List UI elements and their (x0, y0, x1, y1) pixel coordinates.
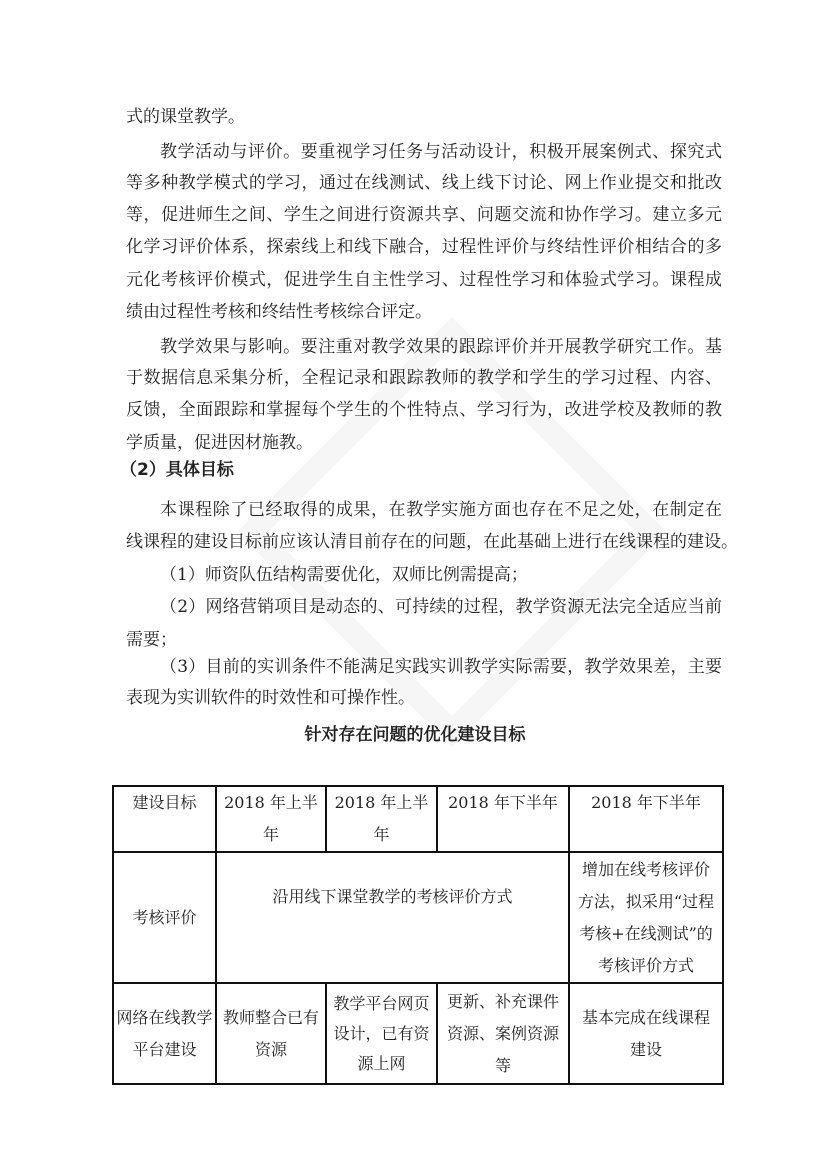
goals-table (112, 785, 724, 1085)
header-cell: 2018 年上半年 (326, 786, 437, 852)
list-item-cont: 需要； (126, 630, 177, 650)
paragraph-line: 于数据信息采集分析，全程记录和跟踪教师的教学和学生的学习过程、内容、 (126, 368, 722, 388)
paragraph-line: 反馈，全面跟踪和掌握每个学生的个性特点、学习行为，改进学校及教师的教 (126, 400, 722, 420)
table-title: 针对存在问题的优化建设目标 (304, 725, 526, 745)
header-cell: 2018 年下半年 (569, 786, 723, 852)
header-cell: 2018 年下半年 (437, 786, 569, 852)
row-label: 网络在线教学平台建设 (113, 983, 216, 1084)
paragraph-line: 元化考核评价模式，促进学生自主性学习、过程性学习和体验式学习。课程成 (126, 270, 722, 290)
text-line: 式的课堂教学。 (126, 107, 245, 127)
section-heading: （2）具体目标 (120, 460, 234, 480)
paragraph-line: 学质量，促进因材施教。 (126, 433, 313, 453)
paragraph-line: 本课程除了已经取得的成果，在教学实施方面也存在不足之处，在制定在 (160, 500, 722, 520)
table-cell: 基本完成在线课程建设 (569, 983, 723, 1084)
header-cell: 2018 年上半年 (216, 786, 326, 852)
paragraph-line: 绩由过程性考核和终结性考核综合评定。 (126, 302, 432, 322)
row-label: 考核评价 (113, 852, 216, 983)
table-row (113, 983, 723, 1084)
list-item: （2）网络营销项目是动态的、可持续的过程，教学资源无法完全适应当前 (160, 597, 722, 617)
paragraph-line: 等，促进师生之间、学生之间进行资源共享、问题交流和协作学习。建立多元 (126, 205, 722, 225)
table-cell: 教学平台网页设计，已有资源上网 (326, 983, 437, 1084)
table-cell: 教师整合已有资源 (216, 983, 326, 1084)
paragraph-line: 教学活动与评价。要重视学习任务与活动设计，积极开展案例式、探究式 (160, 142, 722, 162)
table-header-row (113, 786, 723, 852)
table-row (113, 852, 723, 983)
paragraph-line: 线课程的建设目标前应该认清目前存在的问题，在此基础上进行在线课程的建设。 (126, 532, 738, 552)
list-item: （1）师资队伍结构需要优化，双师比例需提高； (160, 565, 528, 585)
merged-cell: 沿用线下课堂教学的考核评价方式 (216, 852, 569, 983)
table-cell: 更新、补充课件资源、案例资源等 (437, 983, 569, 1084)
list-item: （3）目前的实训条件不能满足实践实训教学实际需要，教学效果差，主要 (160, 657, 722, 677)
list-item-cont: 表现为实训软件的时效性和可操作性。 (126, 688, 415, 708)
header-cell: 建设目标 (113, 786, 216, 852)
paragraph-line: 教学效果与影响。要注重对教学效果的跟踪评价并开展教学研究工作。基 (160, 337, 722, 357)
paragraph-line: 化学习评价体系，探索线上和线下融合，过程性评价与终结性评价相结合的多 (126, 237, 722, 257)
paragraph-line: 等多种教学模式的学习，通过在线测试、线上线下讨论、网上作业提交和批改 (126, 173, 722, 193)
table-cell: 增加在线考核评价方法，拟采用“过程考核+在线测试”的考核评价方式 (569, 852, 723, 983)
